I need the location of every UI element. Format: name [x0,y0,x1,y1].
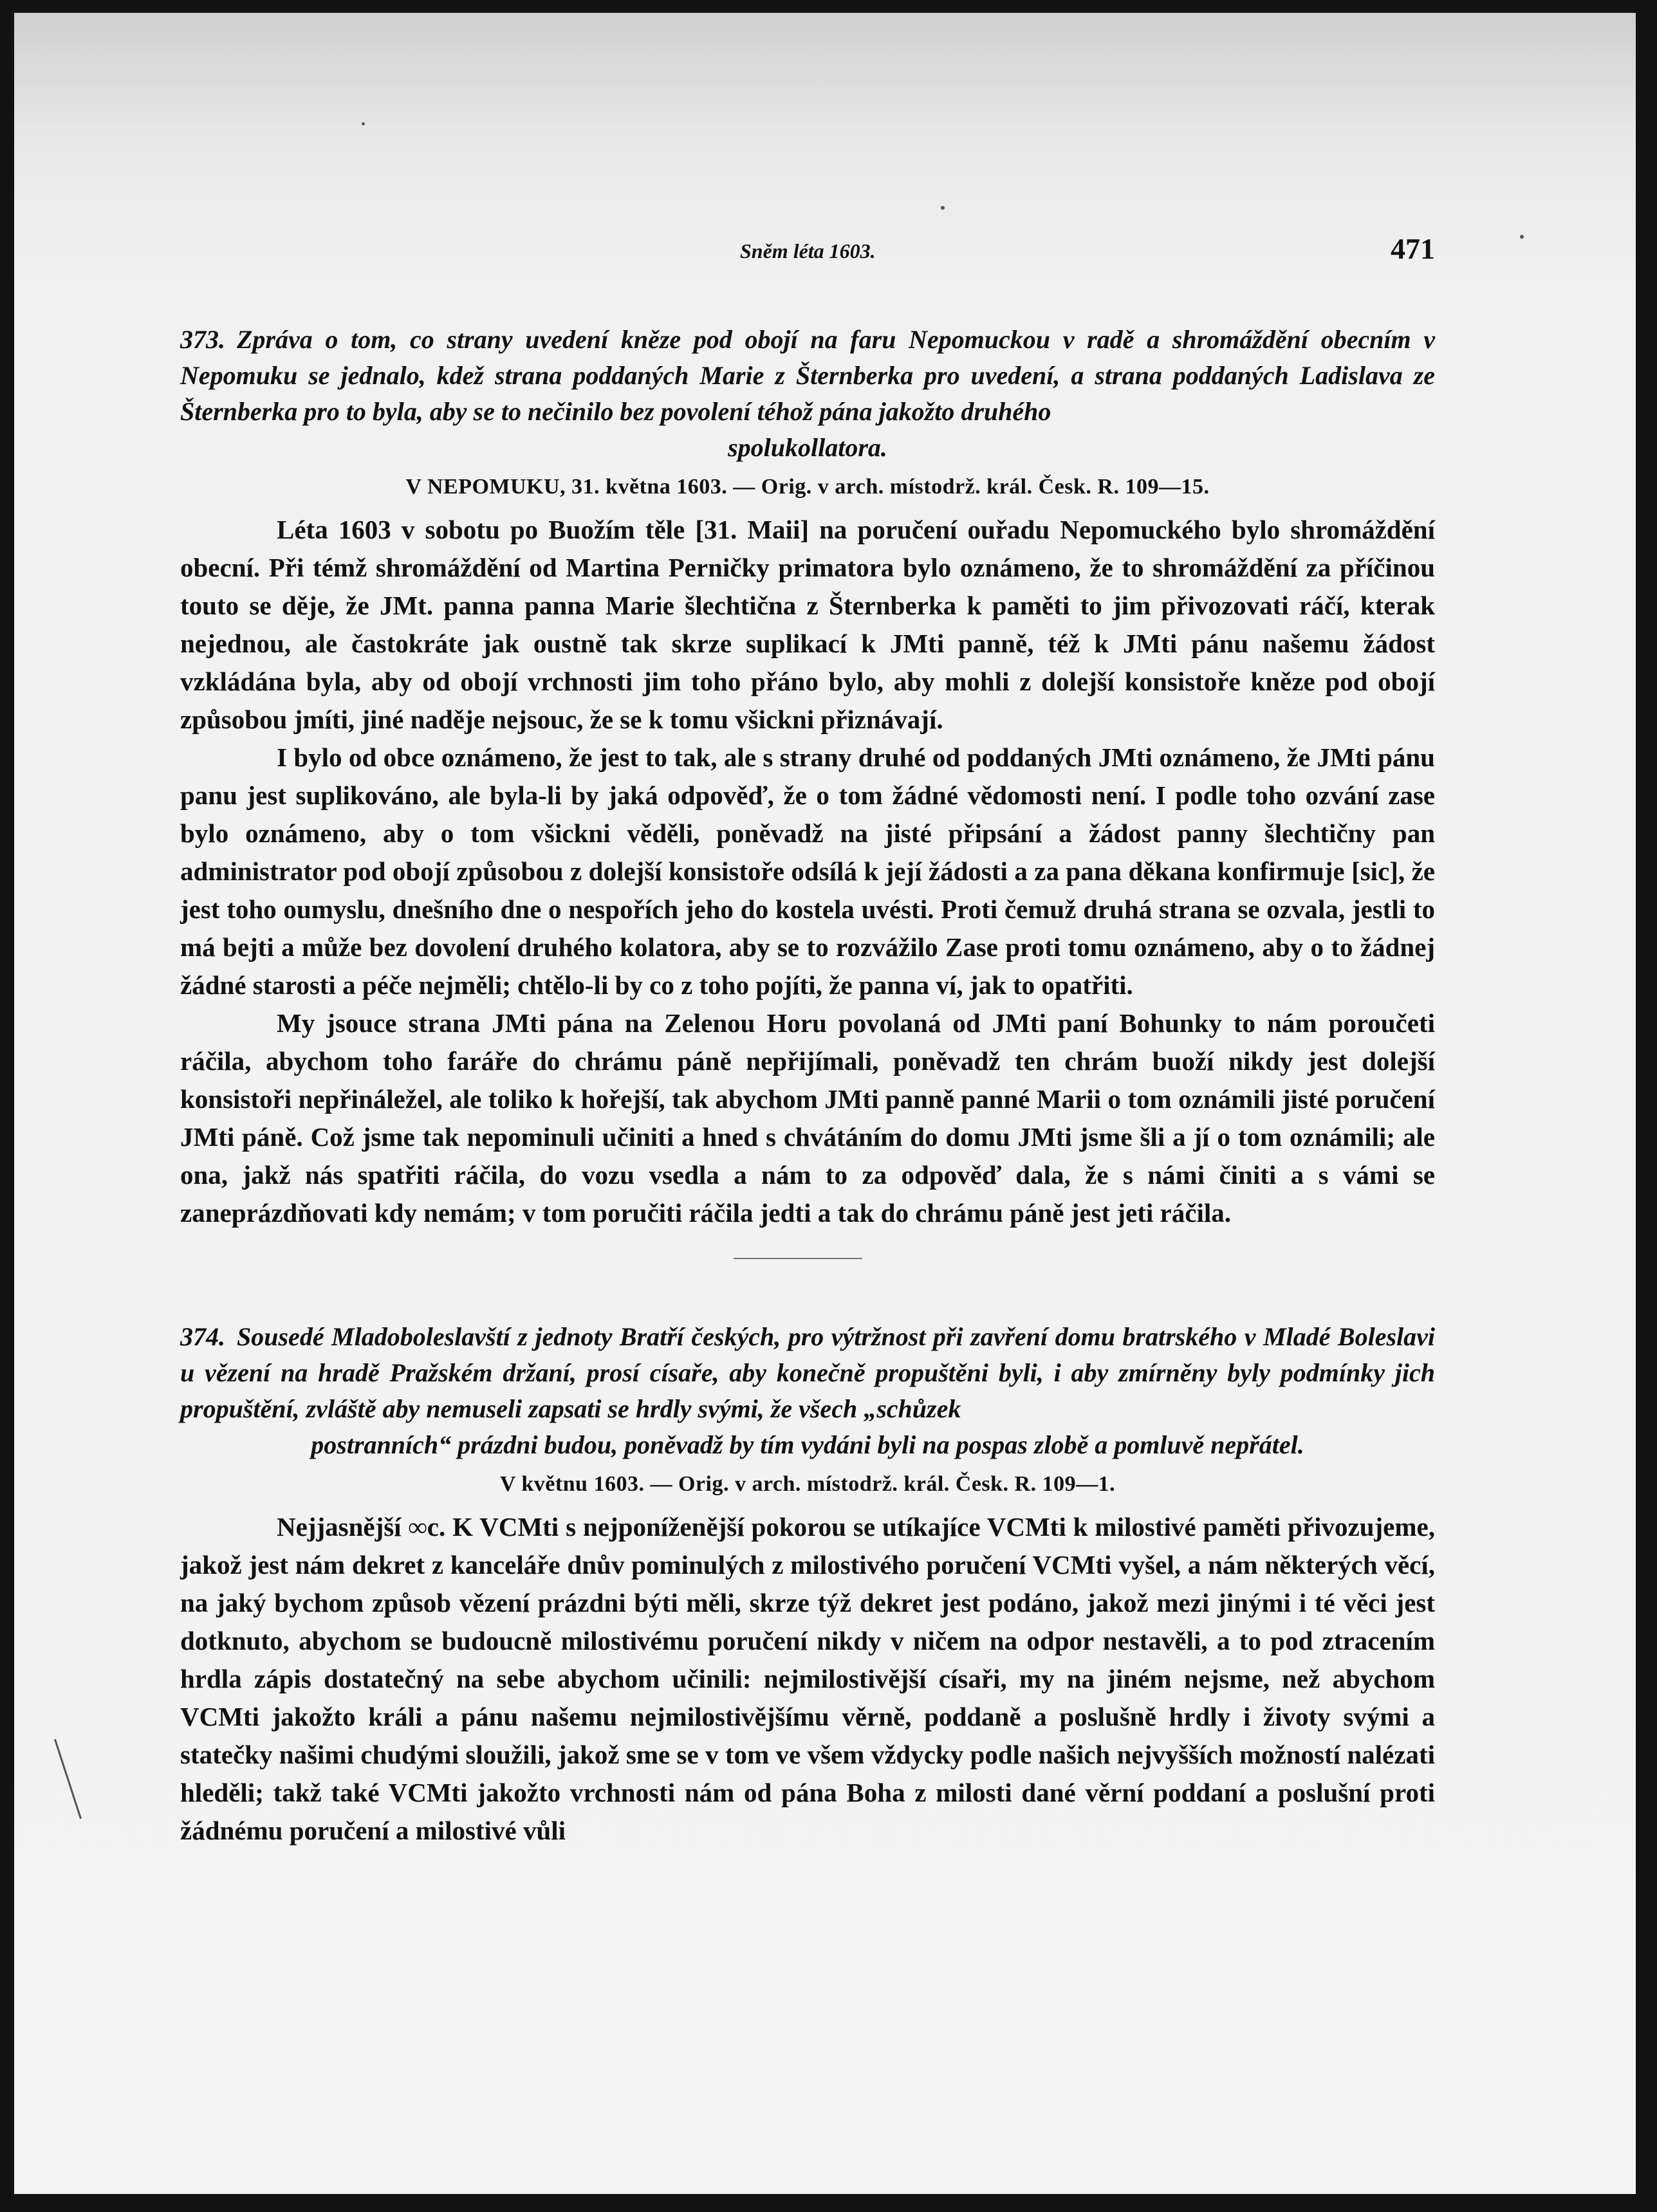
regest-374 [180,1319,1435,1463]
document-373 [180,322,1435,1232]
source-line-373: V NEPOMUKU, 31. května 1603. — Orig. v arch. místodrž. král. Česk. R. 109—15. [405,475,1210,499]
running-head [180,232,1435,270]
regest-373-text: Zpráva o tom, co strany uvedení kněze pod obojí na faru Nepomuckou v radě a shromáždění obecním v Nepomuku se jednalo, kdež strana poddaných Marie z Šternberka pro uvedení, a strana poddaných Ladislava ze Šternberka pro to byla, aby se to nečinilo bez povolení téhož pána jakožto druhého [180,325,1435,426]
scan-speck [1520,235,1524,239]
document-number-373: 373. [180,325,225,354]
scan-speck [941,206,945,210]
running-title: Sněm léta 1603. [740,239,876,263]
regest-373 [180,322,1435,466]
section-divider [734,1258,862,1259]
paragraph-374-1: Nejjasnější ∞c. K VCMti s nejponíženější pokorou se utíkajíce VCMti k milostivé paměti přivozujeme, jakož jest nám dekret z kanceláře dnův pominulých z milostivého poručení VCMti vyšel, a nám některých věcí, na jaký bychom způsob vězení prázdni býti měli, skrze týž dekret jest podáno, jakož mezi jinými i té věci jest dotknuto, abychom se budoucně milostivému poručení nikdy v ničem na odpor nestavěli, a to pod ztracením hrdla zápis dostatečný na sebe abychom učinili: nejmilostivější císaři, my na jiném nejsme, než abychom VCMti jakožto králi a pánu našemu nejmilostivějšímu věrně, poddaně a poslušně hrdly i životy svými a statečky našimi chudými sloužili, jakož sme se v tom ve všem vždycky podle našich nejvyšších možností nalézati hleděli; takž také VCMti jakožto vrchnosti nám od pána Boha z milosti dané věrní poddaní a poslušní proti žádnému poručení a milostivé vůli [180,1512,1435,1845]
regest-373-last-line: spolukollatora. [728,433,887,462]
paragraph-373-2: I bylo od obce oznámeno, že jest to tak, ale s strany druhé od poddaných JMti oznámeno, že JMti pánu panu jest suplikováno, ale byla-li by jaká odpověď, že o tom žádné vědomosti není. I podle toho ozvání zase bylo oznámeno, aby o tom všickni věděli, poněvadž na jisté připsání a žádost panny šlechtičny pan administrator pod obojí způsobou z dolejší konsistoře odsílá k její žádosti a za pana děkana konfirmuje [sic], že jest toho oumyslu, dnešního dne o nespořích jeho do kostela uvésti. Proti čemuž druhá strana se ozvala, jestli to má bejti a může bez dovolení druhého kolatora, aby se to rozvážilo Zase proti tomu oznámeno, aby o to žádnej žádné starosti a péče nejměli; chtělo-li by co z toho pojíti, že panna ví, jak to opatřiti. [180,742,1435,1000]
paragraph-373-3: My jsouce strana JMti pána na Zelenou Horu povolaná od JMti paní Bohunky to nám poroučeti ráčila, abychom toho faráře do chrámu páně nepřijímali, poněvadž ten chrám buoží nikdy jest dolejší konsistoři nepřináležel, ale toliko k hořejší, tak abychom JMti panně panné Marii o tom oznámili jisté poručení JMti páně. Což jsme tak nepominuli učiniti a hned s chvátáním do domu JMti jsme šli a jí o tom oznámili; ale ona, jakž nás spatřiti ráčila, do vozu vsedla a nám to za odpověď dala, že s námi činiti a s vámi se zaneprázdňovati kdy nemám; v tom poručiti ráčila jedti a tak do chrámu páně jest jeti ráčila. [180,1008,1435,1228]
regest-374-last-line: postranních“ prázdni budou, poněvadž by tím vydáni byli na pospas zlobě a pomluvě nepřátel. [311,1430,1304,1459]
scan-speck [362,122,365,125]
source-line-374: V květnu 1603. — Orig. v arch. místodrž. král. Česk. R. 109—1. [499,1472,1116,1496]
regest-374-text: Sousedé Mladoboleslavští z jednoty Bratří českých, pro výtržnost při zavření domu bratrského v Mladé Boleslavi u vězení na hradě Pražském držaní, prosí císaře, aby konečně propuštěni byli, i aby zmírněny byly podmínky jich propuštění, zvláště aby nemuseli zapsati se hrdly svými, že všech „schůzek [180,1322,1435,1423]
scan-streak [54,1739,82,1820]
document-number-374: 374. [180,1322,225,1351]
book-page [14,13,1636,2194]
paragraph-373-1: Léta 1603 v sobotu po Buožím těle [31. Maii] na poručení ouřadu Nepomuckého bylo shromáždění obecní. Při témž shromáždění od Martina Perničky primatora bylo oznámeno, že to shromáždění za příčinou touto se děje, že JMt. panna panna Marie šlechtična z Šternberka k paměti to jim přivozovati ráčí, kterak nejednou, ale častokráte jak oustně tak skrze suplikací k JMti panně, též k JMti pánu našemu žádost vzkládána byla, aby od obojí vrchnosti jim toho přáno bylo, aby mohli z dolejší konsistoře kněze pod obojí způsobou jmíti, jiné naděje nejsouc, že se k tomu všickni přiznávají. [180,515,1435,734]
page-number: 471 [1391,232,1435,265]
document-374 [180,1319,1435,1850]
